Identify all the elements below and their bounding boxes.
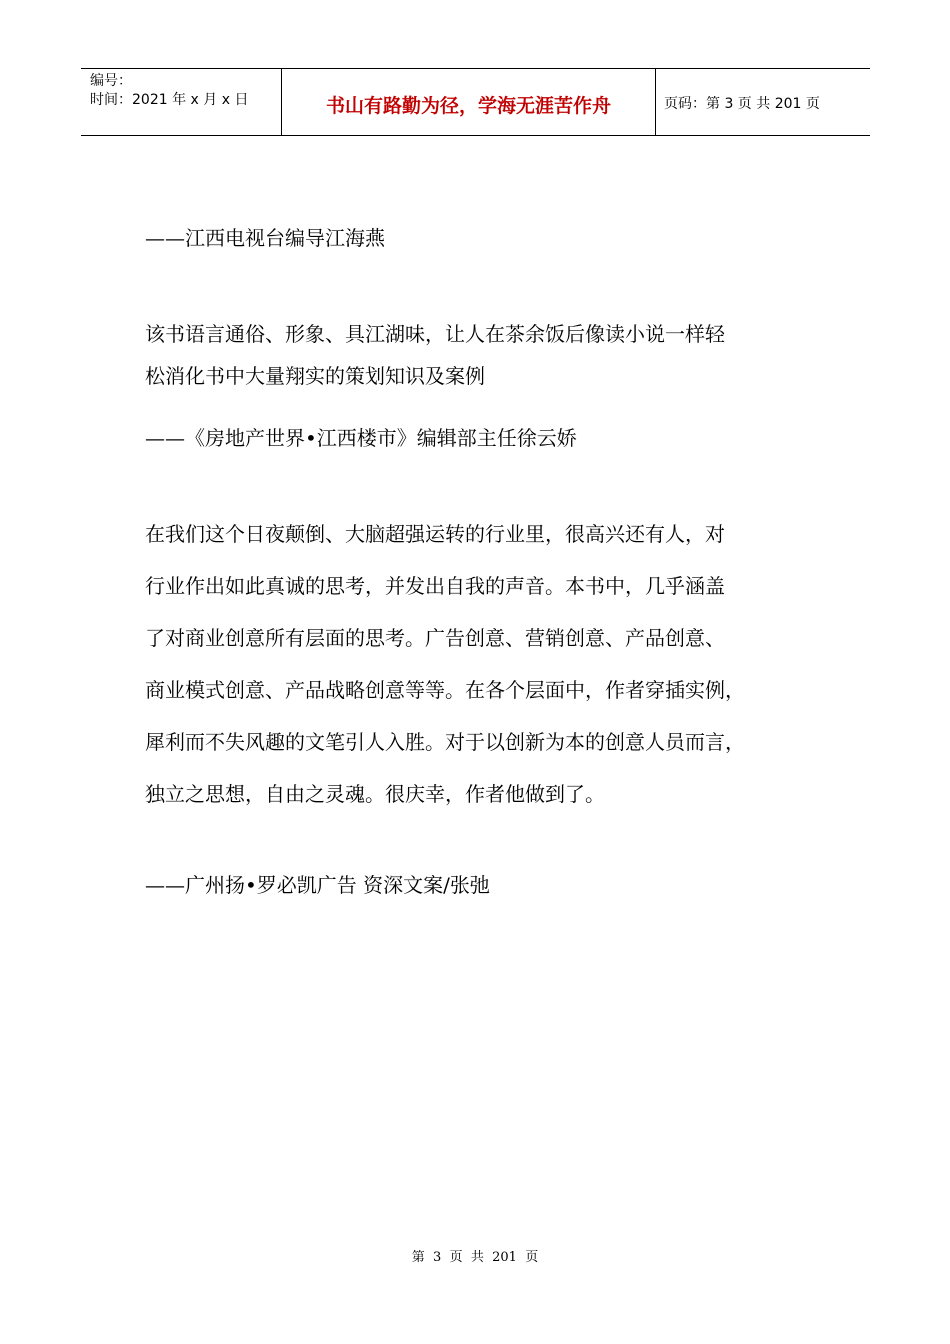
header-motto-cell [282,69,656,135]
paragraph-review-1 [145,308,825,402]
page-header [81,68,870,136]
header-page-cell [656,69,870,135]
paragraph-line: 独立之思想，自由之灵魂。很庆幸，作者他做到了。 [145,782,605,806]
paragraph-line: 商业模式创意、产品战略创意等等。在各个层面中，作者穿插实例， [145,678,745,702]
page-info: 页码：第 3 页 共 201 页 [664,96,820,112]
number-label: 编号： [90,73,132,89]
paragraph-line: 在我们这个日夜颠倒、大脑超强运转的行业里，很高兴还有人，对 [145,522,725,546]
paragraph-review-2 [145,508,825,820]
motto-text: 书山有路勤为径，学海无涯苦作舟 [325,94,611,117]
paragraph-line: 行业作出如此真诚的思考，并发出自我的声音。本书中，几乎涵盖 [145,574,725,598]
attribution-xu-yunjiao: ——《房地产世界•江西楼市》编辑部主任徐云娇 [145,426,577,450]
page-footer: 第 3 页 共 201 页 [411,1250,539,1265]
paragraph-line: 松消化书中大量翔实的策划知识及案例 [145,364,485,388]
paragraph-line: 犀利而不失风趣的文笔引人入胜。对于以创新为本的创意人员而言， [145,730,745,754]
attribution-jiang-haiyan: ——江西电视台编导江海燕 [145,226,385,250]
header-meta-cell [81,69,282,135]
attribution-zhang-chi: ——广州扬•罗必凯广告 资深文案/张弛 [145,873,490,897]
date-label: 时间：2021 年 x 月 x 日 [90,92,249,108]
paragraph-line: 该书语言通俗、形象、具江湖味，让人在茶余饭后像读小说一样轻 [145,322,725,346]
paragraph-line: 了对商业创意所有层面的思考。广告创意、营销创意、产品创意、 [145,626,725,650]
